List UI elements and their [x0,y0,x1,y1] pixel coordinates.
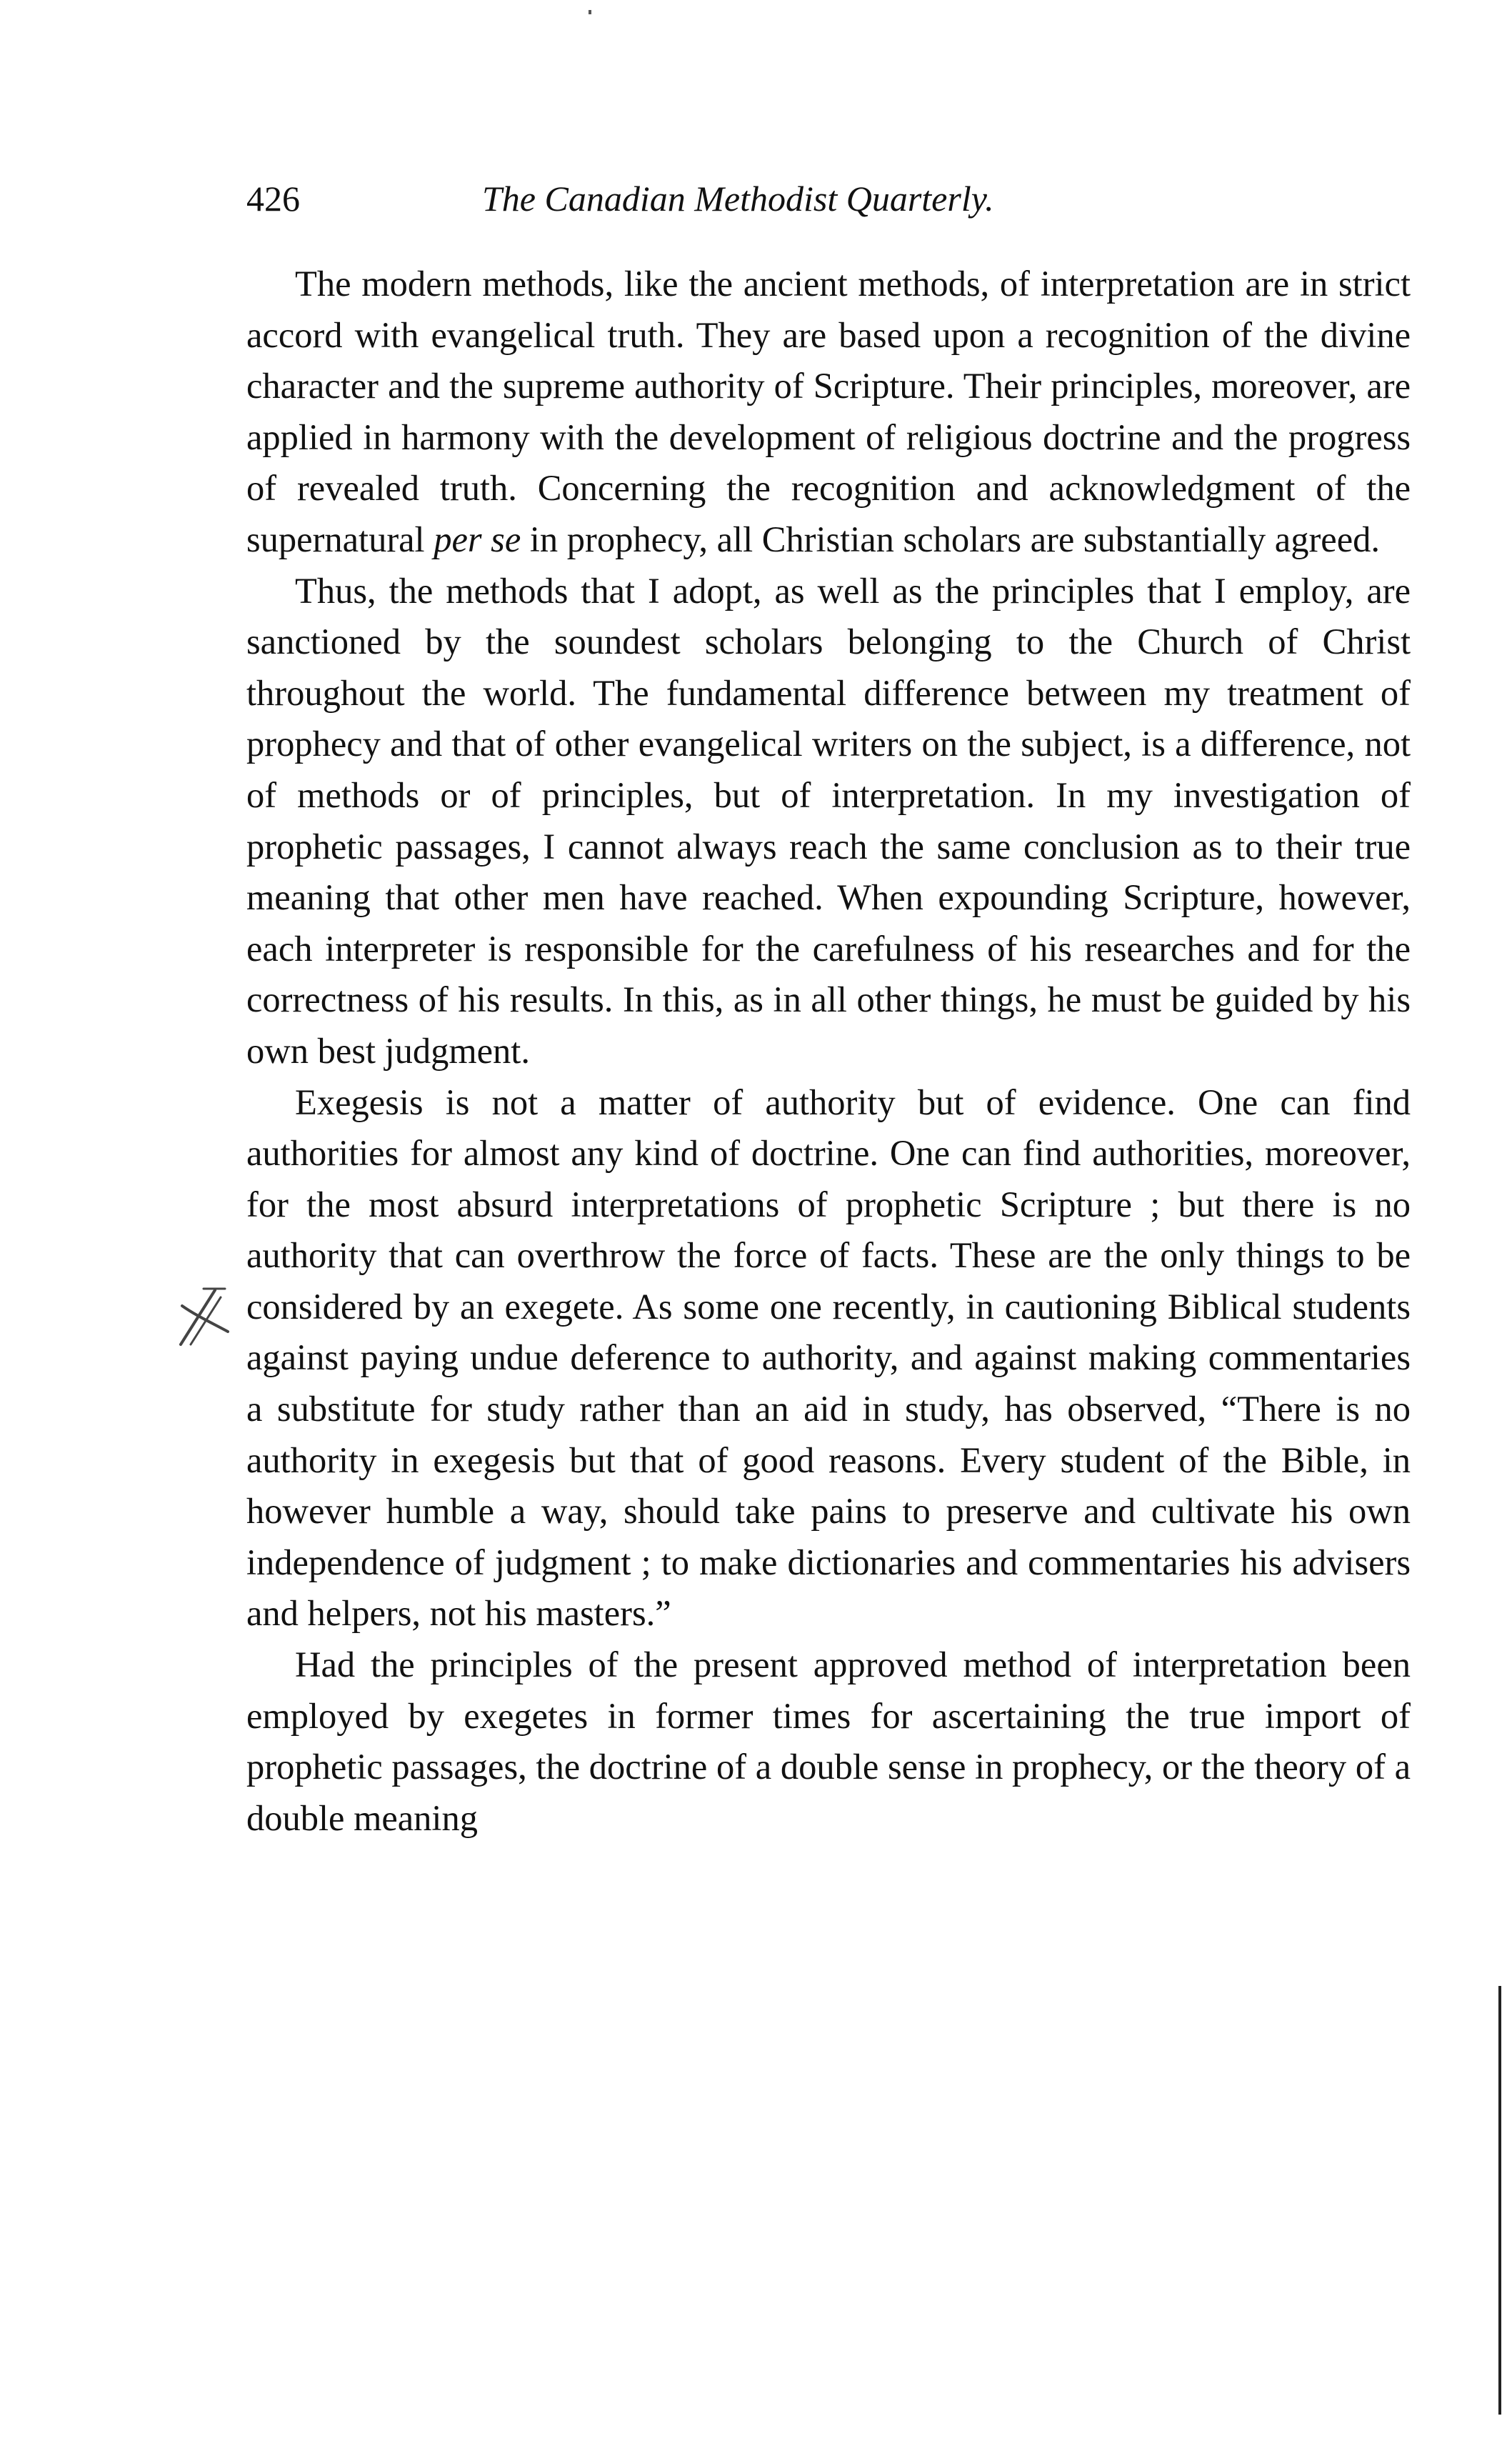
paragraph-3: Exegesis is not a matter of authority but of evidence. One can find authorities for almost any kind of doctrine. One can find authorities, moreover, for the most absurd interpretations of prophetic Scripture ; but there is no authority that can overthrow the force of facts. These are the only things to be considered by an exegete. As some one recently, in cautioning Biblical students against paying undue deference to authority, and against making commentaries a substitute for study rather than an aid in study, has observed, “There is no authority in exegesis but that of good reasons. Every student of the Bible, in however humble a way, should take pains to preserve and cultivate his own independence of judgment ; to make dictionaries and commentaries his advisers and helpers, not his masters.” [246,1082,1411,1634]
paragraph-1 [246,259,1411,566]
article-body [246,259,1411,1844]
paragraph-1-italic-phrase: per se [434,519,521,559]
scan-speck [589,10,591,14]
paragraph-1-end: in prophecy, all Christian scholars are substantially agreed. [521,519,1380,559]
running-title: The Canadian Methodist Quarterly. [482,179,994,219]
scan-edge-shadow [1498,1986,1502,2415]
page-number: 426 [246,179,300,219]
paragraph-1-start: The modern methods, like the ancient methods, of interpretation are in strict accord with evangelical truth. They are based upon a recognition of the divine character and the supreme authority of Scripture. Their principles, moreover, are applied in harmony with the development of religious doctrine and the progress of revealed truth. Concerning the recognition and acknowledgment of the supernatural [246,264,1411,559]
paragraph-4: Had the principles of the present approved method of interpretation been employed by exegetes in former times for ascertaining the true import of prophetic passages, the doctrine of a double sense in prophecy, or the theory of a double meaning [246,1644,1411,1838]
pencil-mark-icon [175,1284,232,1349]
page-header [246,170,1411,227]
paragraph-2: Thus, the methods that I adopt, as well as the principles that I employ, are sanctioned by the soundest scholars belonging to the Church of Christ throughout the world. The fundamental difference between my treatment of prophecy and that of other evangelical writers on the subject, is a difference, not of methods or of principles, but of interpretation. In my investigation of prophetic passages, I cannot always reach the same conclusion as to their true meaning that other men have reached. When expounding Scripture, however, each interpreter is responsible for the carefulness of his researches and for the correctness of his results. In this, as in all other things, he must be guided by his own best judgment. [246,570,1411,1071]
